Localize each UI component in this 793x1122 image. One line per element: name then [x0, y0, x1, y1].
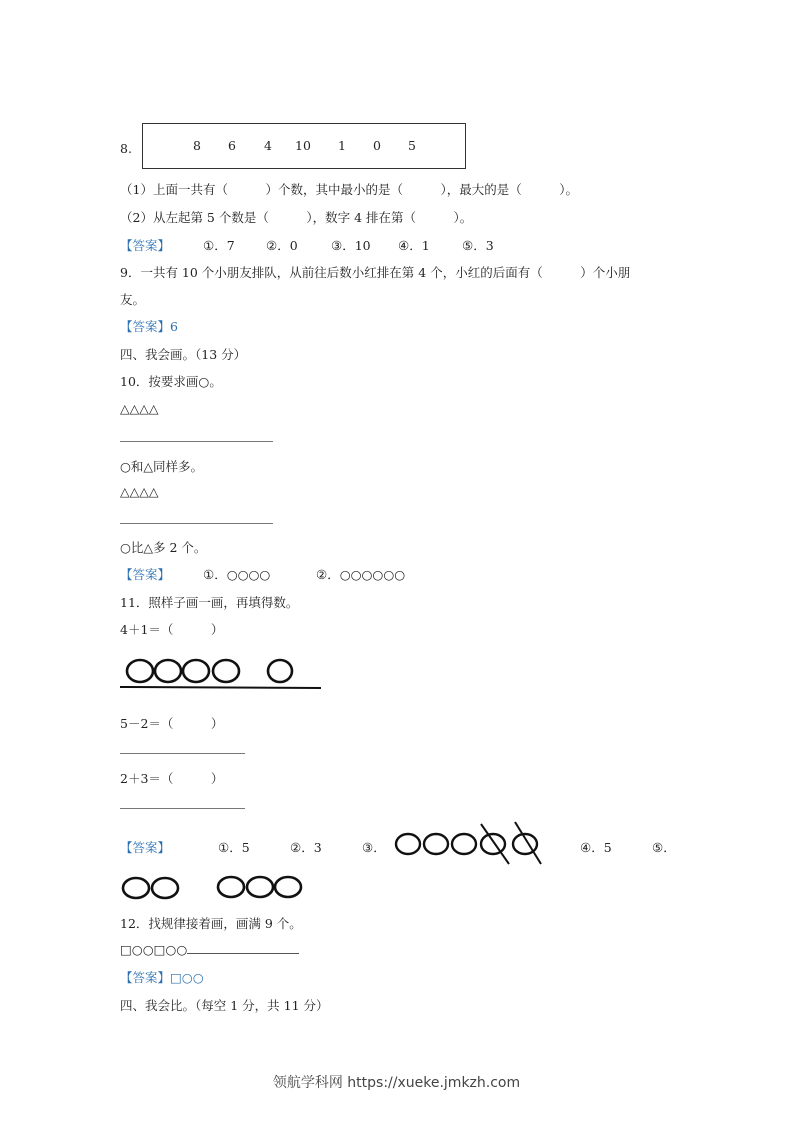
circle-icon [213, 660, 239, 682]
answer-label: 【答案】 [120, 840, 171, 855]
q10-requirement: ○和△同样多。 [120, 459, 204, 474]
circle-icon [424, 834, 448, 854]
circle-icon [452, 834, 476, 854]
q10-triangles: △△△△ [120, 484, 159, 499]
answer-item: ④．1 [398, 238, 430, 253]
answer-circles-drawing [118, 873, 308, 903]
answer-item: ①．7 [203, 238, 235, 253]
q9-line1: 9．一共有 10 个小朋友排队，从前往后数小红排在第 4 个，小红的后面有（ ）个小朋 [120, 265, 631, 280]
circle-icon [268, 660, 292, 682]
q9-answer: 【答案】6 [120, 319, 178, 334]
circle-icon [396, 834, 420, 854]
sequence-number: 6 [228, 138, 236, 153]
sequence-number: 4 [264, 138, 272, 153]
circle-icon [275, 877, 301, 897]
circle-drawing [118, 655, 324, 691]
answer-label: 【答案】 [120, 238, 171, 253]
q12-pattern [120, 941, 299, 957]
answer-item: ①．○○○○ [203, 567, 271, 582]
underline-stroke [120, 687, 321, 688]
pattern-sequence: □○○□○○ [120, 942, 188, 957]
q11-title: 11．照样子画一画，再填得数。 [120, 595, 299, 610]
circle-icon [218, 877, 244, 897]
q10-title: 10．按要求画○。 [120, 374, 222, 389]
draw-line [120, 441, 273, 442]
q8-number: 8. [120, 141, 132, 156]
circle-icon [247, 877, 273, 897]
q8-part1: （1）上面一共有（ ）个数，其中最小的是（ ），最大的是（ ）。 [120, 182, 578, 197]
q9-line2: 友。 [120, 292, 146, 307]
sequence-number: 8 [193, 138, 201, 153]
q12-answer: 【答案】□○○ [120, 970, 204, 985]
circle-icon [481, 834, 505, 854]
q10-triangles: △△△△ [120, 401, 159, 416]
circle-icon [152, 878, 178, 898]
answer-item: ①．5 [218, 840, 250, 855]
sequence-number: 10 [295, 138, 311, 153]
q11-equation: 2＋3＝（ ） [120, 771, 224, 786]
answer-item: ⑤． [652, 840, 676, 855]
draw-line [120, 523, 273, 524]
answer-item: ③． [362, 840, 386, 855]
answer-item: ②．○○○○○○ [316, 567, 406, 582]
footer-watermark: 领航学科网 https://xueke.jmkzh.com [272, 1075, 521, 1091]
answer-item: ②．0 [266, 238, 298, 253]
q12-title: 12．找规律接着画，画满 9 个。 [120, 916, 302, 931]
answer-item: ②．3 [290, 840, 322, 855]
answer-item: ⑤．3 [462, 238, 494, 253]
crossed-circles-drawing [393, 820, 545, 868]
draw-line [120, 753, 245, 754]
q8-part2: （2）从左起第 5 个数是（ ），数字 4 排在第（ ）。 [120, 210, 473, 225]
q11-equation: 4＋1＝（ ） [120, 622, 224, 637]
section-heading: 四、我会画。（13 分） [120, 347, 247, 362]
answer-item: ④．5 [580, 840, 612, 855]
section-heading: 四、我会比。（每空 1 分，共 11 分） [120, 998, 329, 1013]
sequence-number: 1 [338, 138, 346, 153]
sequence-number: 5 [408, 138, 416, 153]
circle-icon [183, 660, 209, 682]
circle-icon [127, 660, 153, 682]
circle-icon [155, 660, 181, 682]
q10-requirement: ○比△多 2 个。 [120, 540, 207, 555]
answer-item: ③．10 [331, 238, 371, 253]
circle-icon [123, 878, 149, 898]
draw-line [120, 808, 245, 809]
answer-label: 【答案】 [120, 567, 171, 582]
pattern-blank [187, 941, 299, 954]
q11-equation: 5－2＝（ ） [120, 716, 224, 731]
sequence-number: 0 [373, 138, 381, 153]
